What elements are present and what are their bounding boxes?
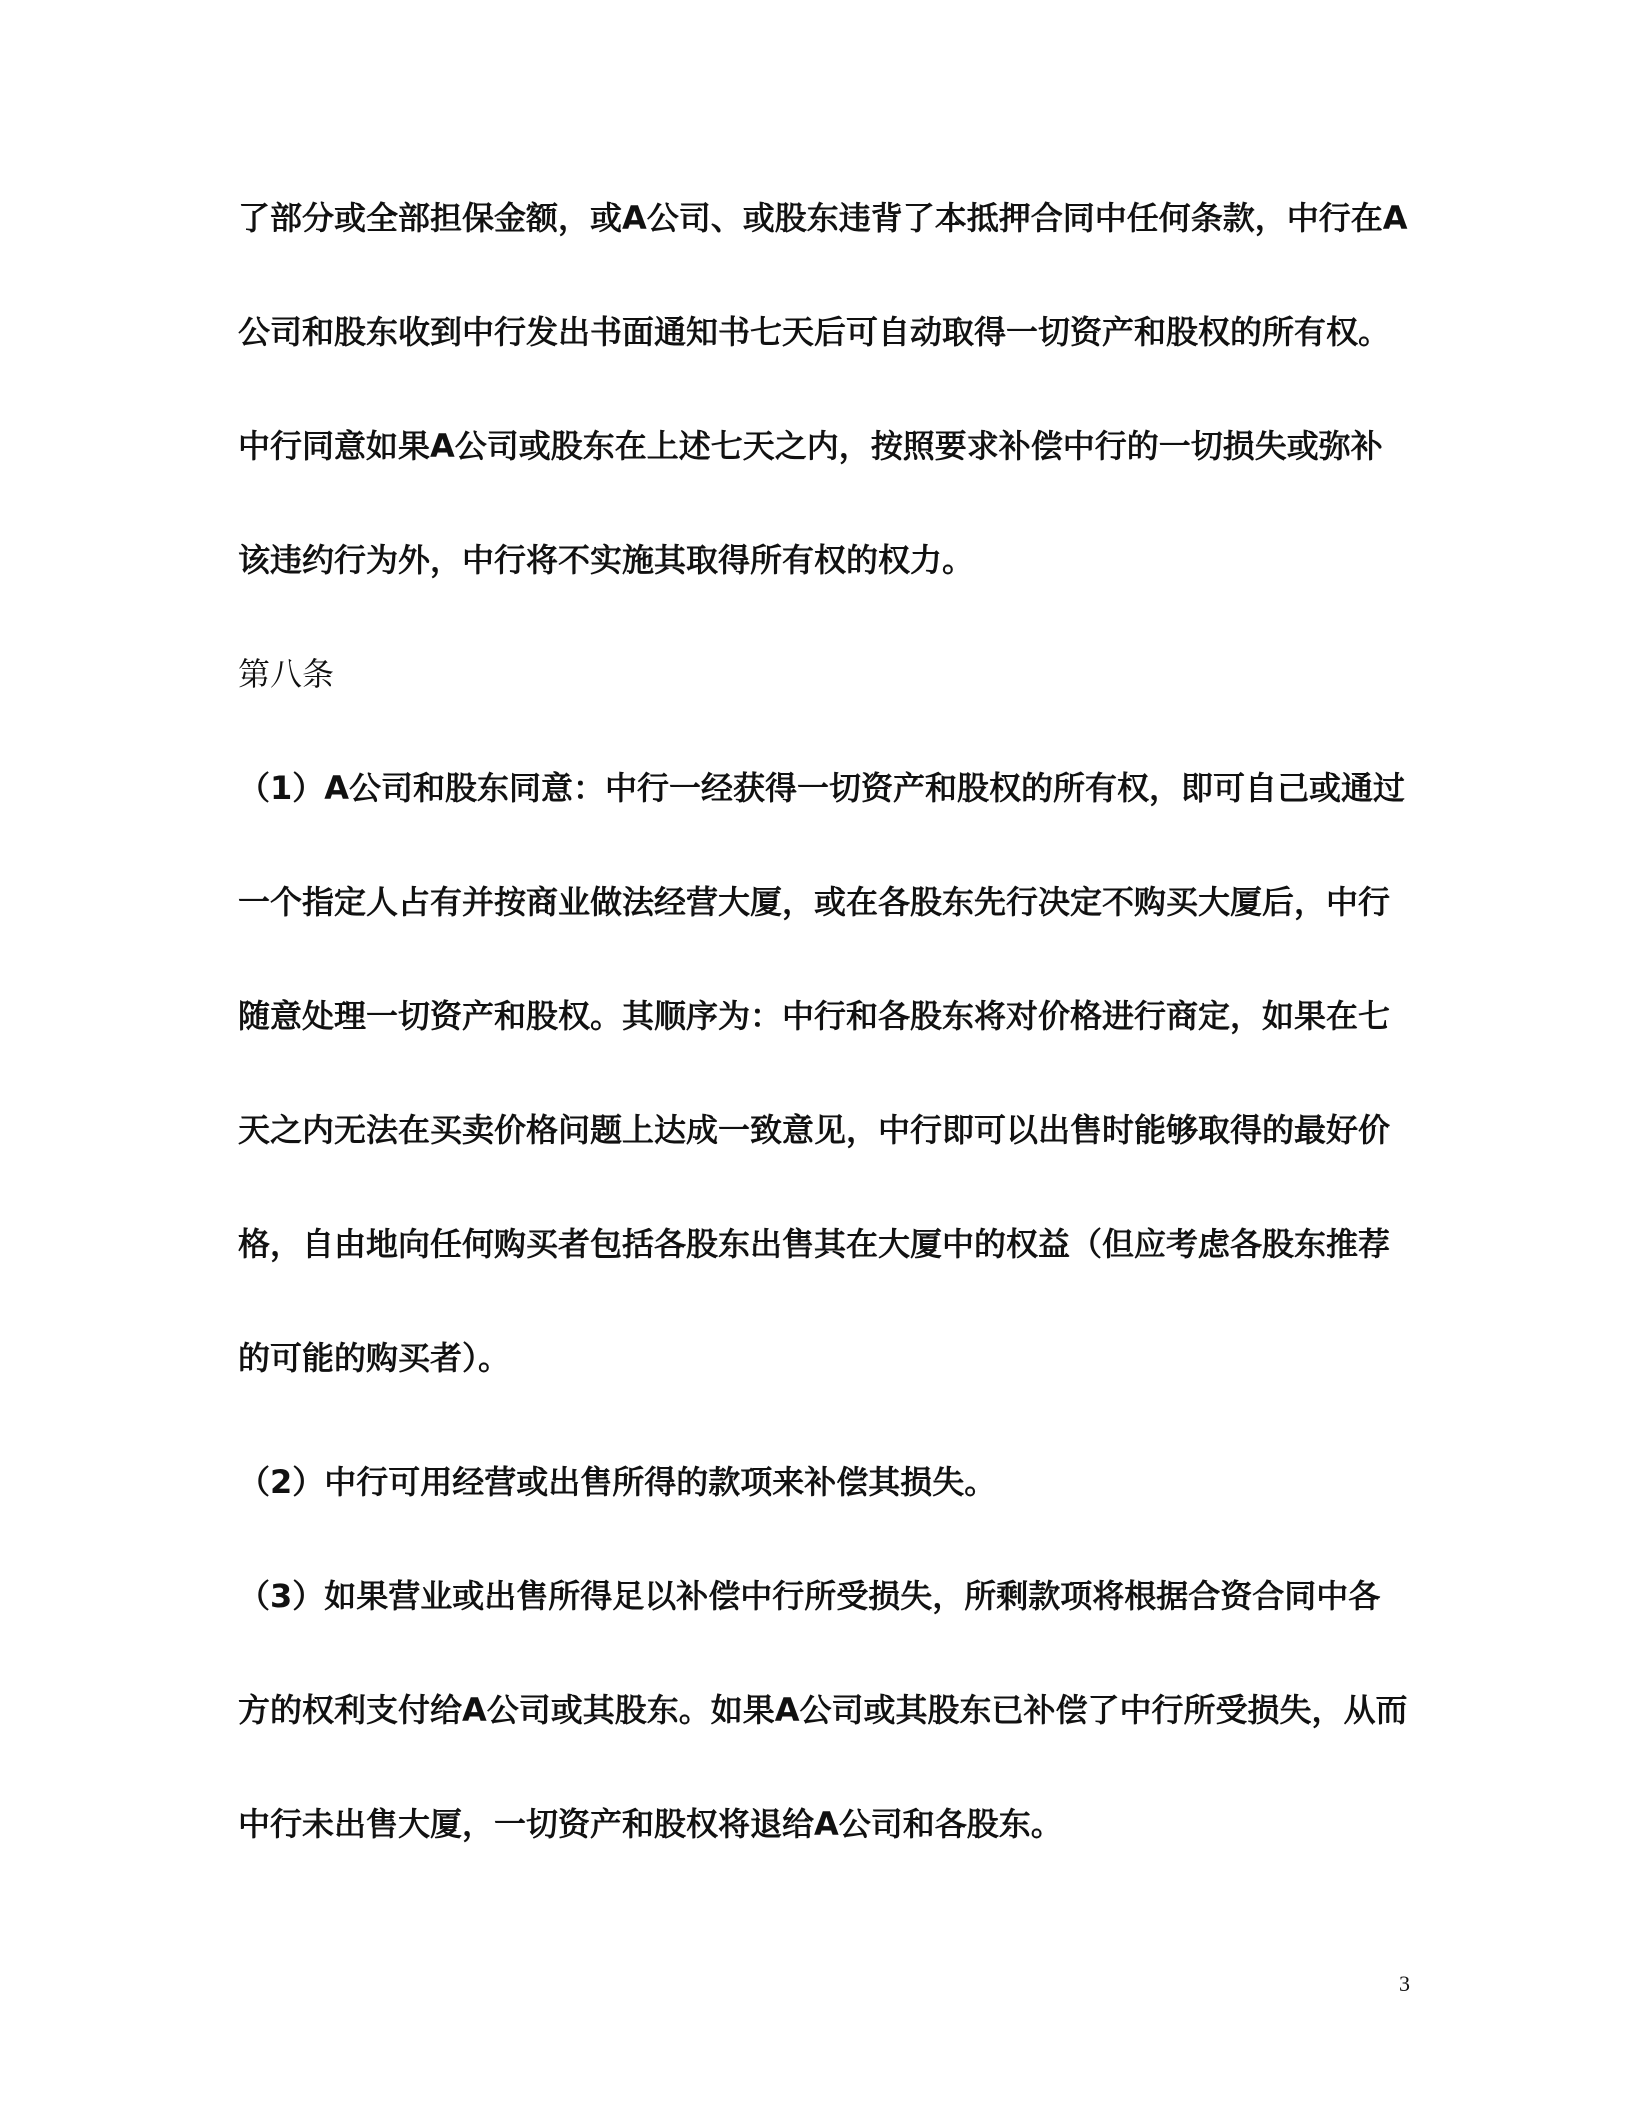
- body-text-line: 方的权利支付给A公司或其股东。如果A公司或其股东已补偿了中行所受损失，从而: [238, 1691, 1408, 1729]
- body-text-line: （2）中行可用经营或出售所得的款项来补偿其损失。: [238, 1463, 997, 1501]
- body-text-line: 天之内无法在买卖价格问题上达成一致意见，中行即可以出售时能够取得的最好价: [238, 1111, 1391, 1149]
- body-text-line: （1）A公司和股东同意：中行一经获得一切资产和股权的所有权，即可自己或通过: [238, 769, 1406, 807]
- page-number: 3: [1399, 1971, 1410, 1996]
- article-heading: 第八条: [238, 655, 335, 693]
- body-text-line: 公司和股东收到中行发出书面通知书七天后可自动取得一切资产和股权的所有权。: [238, 313, 1391, 351]
- body-text-line: 该违约行为外，中行将不实施其取得所有权的权力。: [238, 541, 975, 579]
- body-text-line: 一个指定人占有并按商业做法经营大厦，或在各股东先行决定不购买大厦后，中行: [238, 883, 1391, 921]
- body-text-line: 的可能的购买者）。: [238, 1339, 511, 1377]
- body-text-line: 中行同意如果A公司或股东在上述七天之内，按照要求补偿中行的一切损失或弥补: [238, 427, 1383, 465]
- body-text-line: 格，自由地向任何购买者包括各股东出售其在大厦中的权益（但应考虑各股东推荐: [238, 1225, 1391, 1263]
- body-text-line: 中行未出售大厦，一切资产和股权将退给A公司和各股东。: [238, 1805, 1063, 1843]
- body-text-line: （3）如果营业或出售所得足以补偿中行所受损失，所剩款项将根据合资合同中各: [238, 1577, 1381, 1615]
- body-text-line: 随意处理一切资产和股权。其顺序为：中行和各股东将对价格进行商定，如果在七: [238, 997, 1391, 1035]
- body-text-line: 了部分或全部担保金额，或A公司、或股东违背了本抵押合同中任何条款，中行在A: [238, 199, 1408, 237]
